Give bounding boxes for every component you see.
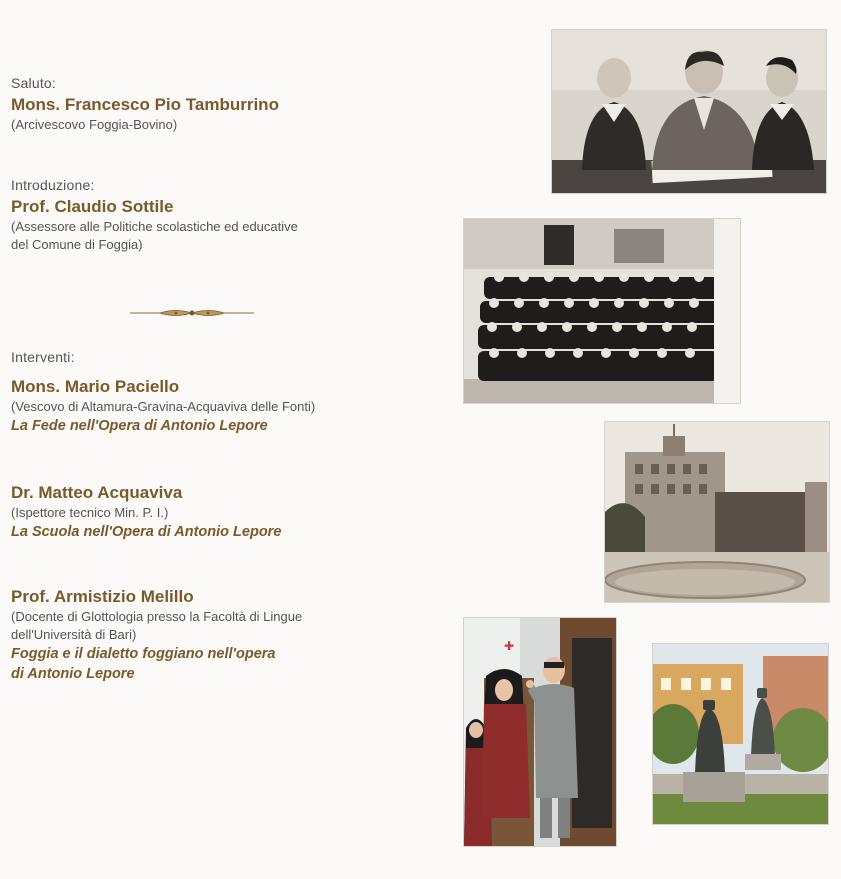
saluto-label: Saluto: (11, 75, 56, 91)
speaker-name: Mons. Mario Paciello (11, 377, 180, 396)
saluto-name: Mons. Francesco Pio Tamburrino (11, 95, 279, 114)
photo-teacher-with-boys (551, 29, 827, 194)
speaker-role-line2: dell'Università di Bari) (11, 627, 137, 642)
speaker-role: (Ispettore tecnico Min. P. I.) (11, 505, 169, 520)
speaker-role: (Vescovo di Altamura-Gravina-Acquaviva delle Fonti) (11, 399, 316, 414)
saluto-role: (Arcivescovo Foggia-Bovino) (11, 117, 178, 132)
photo-school-class (463, 218, 741, 404)
bombed-building-fountain-icon (605, 422, 829, 602)
introduzione-role-line1: (Assessore alle Politiche scolastiche ed educative (11, 219, 298, 234)
speaker-talk-title-line2: di Antonio Lepore (11, 666, 135, 682)
speaker-name: Dr. Matteo Acquaviva (11, 483, 183, 502)
introduzione-section (11, 176, 431, 254)
speaker-name: Prof. Armistizio Melillo (11, 587, 194, 606)
interventi-label: Interventi: (11, 349, 75, 365)
saluto-section (11, 74, 431, 134)
man-speaking-with-nuns-icon (464, 618, 616, 846)
ornament-divider-icon (130, 307, 254, 319)
speaker-role-line1: (Docente di Glottologia presso la Facoltà di Lingue (11, 609, 303, 624)
introduzione-label: Introduzione: (11, 177, 95, 193)
introduzione-name: Prof. Claudio Sottile (11, 197, 174, 216)
interventi-section (11, 348, 431, 366)
speaker-block (11, 584, 431, 684)
speaker-block (11, 374, 431, 436)
photo-bombed-building (604, 421, 830, 603)
teacher-with-two-boys-icon (552, 30, 826, 193)
introduzione-role-line2: del Comune di Foggia) (11, 237, 143, 252)
photo-statue-park (652, 643, 829, 825)
speaker-block (11, 480, 431, 542)
statue-in-park-icon (653, 644, 828, 824)
speaker-talk-title-line1: Foggia e il dialetto foggiano nell'opera (11, 646, 276, 662)
school-class-group-icon (464, 219, 740, 403)
speaker-talk-title: La Scuola nell'Opera di Antonio Lepore (11, 524, 282, 540)
svg-text:✚: ✚ (504, 639, 515, 653)
speaker-talk-title: La Fede nell'Opera di Antonio Lepore (11, 418, 268, 434)
photo-man-speaking (463, 617, 617, 847)
